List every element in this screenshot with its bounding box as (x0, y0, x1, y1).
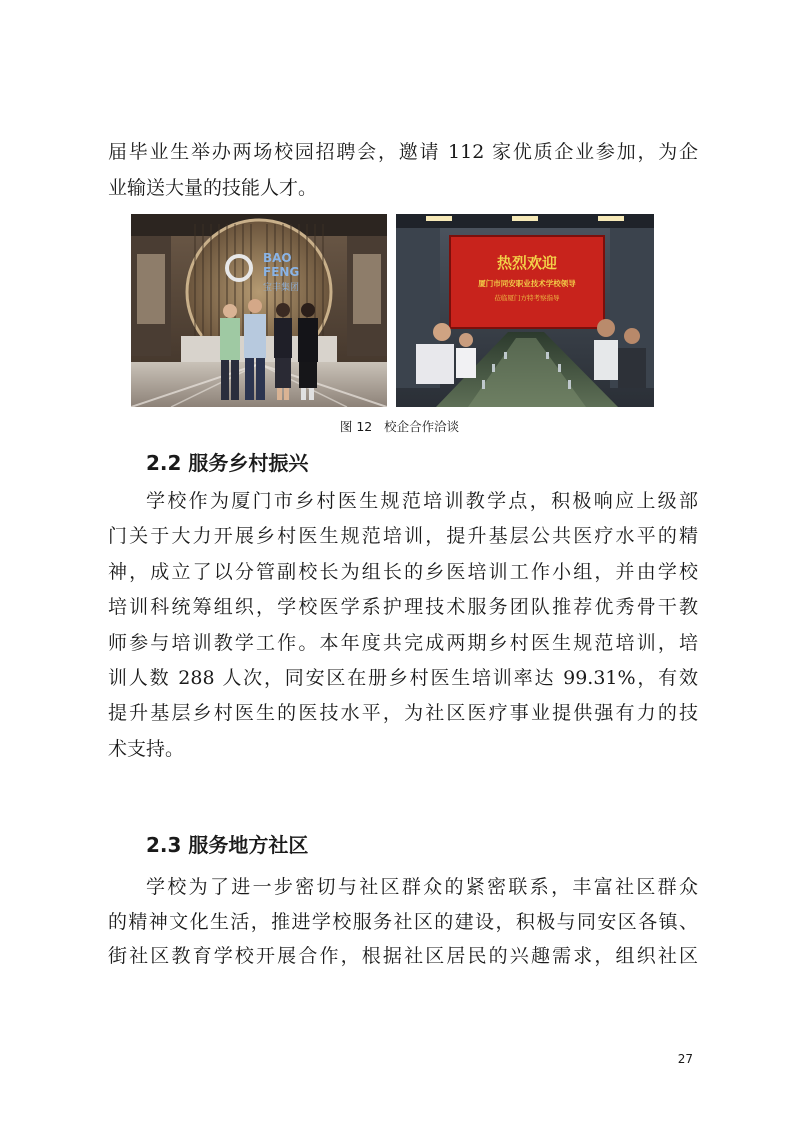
paragraph-line: 街社区教育学校开展合作，根据社区居民的兴趣需求，组织社区 (108, 945, 698, 967)
page-number: 27 (677, 1052, 693, 1066)
section-heading-2-2: 2.2 服务乡村振兴 (146, 451, 309, 475)
paragraph-line: 培训科统筹组织，学校医学系护理技术服务团队推荐优秀骨干教 (108, 596, 698, 619)
section-heading-2-3: 2.3 服务地方社区 (146, 833, 309, 857)
logo-text-2: FENG (263, 265, 300, 279)
intro-paragraph (108, 136, 698, 204)
paragraph-line: 师参与培训教学工作。本年度共完成两期乡村医生规范培训，培 (108, 631, 698, 654)
banner-line-2: 厦门市同安职业技术学校领导 (478, 279, 576, 288)
logo-text-1: BAO (263, 251, 292, 265)
paragraph-line: 学校为了进一步密切与社区群众的紧密联系，丰富社区群众 (146, 876, 698, 898)
paragraph-line: 训人数 288 人次，同安区在册乡村医生培训率达 99.31%，有效 (108, 667, 698, 690)
paragraph-line: 届毕业生举办两场校园招聘会，邀请 112 家优质企业参加，为企 (108, 141, 698, 163)
photo-meeting-room (396, 214, 654, 407)
paragraph-line: 学校作为厦门市乡村医生规范培训教学点，积极响应上级部 (146, 490, 698, 512)
paragraph-line: 业输送大量的技能人才。 (108, 177, 318, 199)
section-2-3-paragraph (108, 870, 698, 974)
figure-caption: 图 12 校企合作洽谈 (339, 419, 460, 434)
paragraph-line: 的精神文化生活，推进学校服务社区的建设，积极与同安区各镇、 (108, 910, 698, 933)
paragraph-line: 门关于大力开展乡村医生规范培训，提升基层公共医疗水平的精 (108, 525, 698, 548)
banner-line-3: 莅临厦门方特考察指导 (494, 294, 560, 302)
banner-title: 热烈欢迎 (496, 254, 558, 272)
photo-company-lobby (131, 214, 387, 407)
paragraph-line: 提升基层乡村医生的医技水平，为社区医疗事业提供强有力的技 (108, 702, 698, 725)
section-2-2-paragraph (108, 484, 698, 767)
logo-text-3: 宝丰集团 (263, 283, 300, 293)
paragraph-line: 术支持。 (108, 737, 185, 760)
paragraph-line: 神，成立了以分管副校长为组长的乡医培训工作小组，并由学校 (108, 560, 698, 583)
